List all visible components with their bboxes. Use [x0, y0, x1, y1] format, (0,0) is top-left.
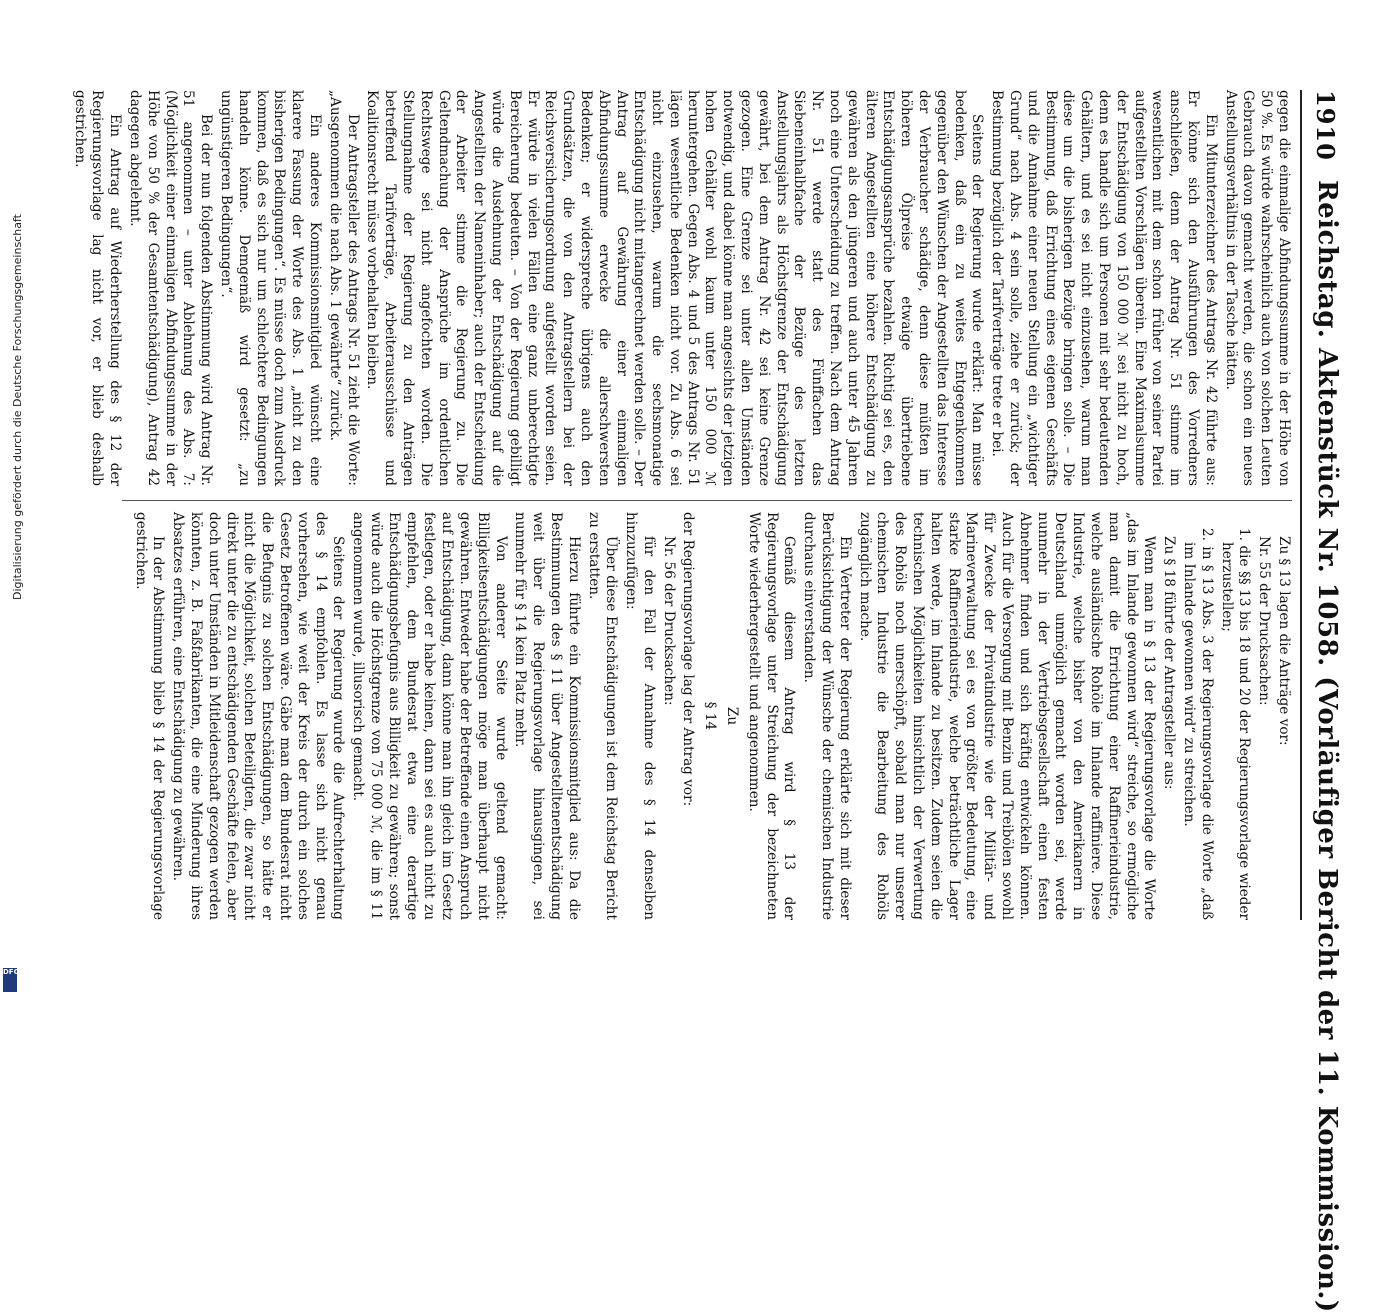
right-paragraph: Seitens der Regierung wurde die Aufrechterhaltung des § 14 empfohlen. Es lasse sich nicht genau vorhersehen, wie weit der Kreis der durch ein solches Gesetz Betroffenen wäre. Gäbe man dem Bundesrat nicht die Befugnis zu solchen Entschädigungen, so hätte er nicht die Möglichkeit, solchen Beteiligten, die zwar nicht direkt unter die zu entschädigenden Geschäfte fielen, aber doch unter Umständen in Mitleidenschaft gezogen werden könnten, z. B. Faßfabrikanten, die eine Minderung ihres Absatzes erführen, eine Entschädigung zu gewähren. [170, 512, 347, 920]
right-paragraph: für den Fall der Annahme des § 14 denselben hinzuzufügen: [623, 512, 657, 920]
header-rule [1300, 90, 1302, 920]
drucksache-reference: Nr. 55 der Drucksachen: [1256, 536, 1273, 706]
left-column [68, 90, 1292, 486]
right-paragraph: Zu § 18 führte der Antragsteller aus: [1161, 536, 1178, 790]
drucksache-reference: Nr. 56 der Drucksachen: [660, 536, 677, 706]
page-number: 1910 [1311, 90, 1340, 161]
left-paragraph: Ein Antrag auf Wiederherstellung des § 12 der Regierungsvorlage lag nicht vor, er blieb deshalb gestrichen. [71, 90, 124, 486]
left-paragraph: Ein anderes Kommissionsmitglied wünscht eine klarere Fassung der Worte des Abs. 1 „nicht zu den bisherigen Bedingungen“. Es müsse doch zum Ausdruck kommen, daß es sich nur um schlechtere Bedingungen handeln könne. Demgemäß wird gesetzt: „zu ungünstigeren Bedingungen“. [217, 90, 323, 486]
motion-item: 2. in § 13 Abs. 3 der Regierungsvorlage die Worte „daß im Inlande gewonnen wird“ zu streichen. [1181, 528, 1215, 920]
page-header [1302, 90, 1348, 1313]
right-paragraph: Ein Vertreter der Regierung erklärte sich mit dieser Berücksichtigung der Wünsche der chemischen Industrie durchaus einverstanden. [801, 512, 853, 920]
right-intro: Zu § 13 lagen die Anträge vor: [1276, 536, 1292, 746]
digitization-footer [0, 0, 22, 1000]
quoted-addition: Über diese Entschädigungen ist dem Reichstag Bericht zu erstatten. [585, 512, 620, 920]
right-paragraph: Hierzu führte ein Kommissionsmitglied aus: Da die Bestimmungen des § 11 über Angestelltenentschädigung weit über die Regierungsvorlage hinausgingen, sei nunmehr für § 14 kein Platz mehr. [512, 512, 582, 920]
motion-item: 1. die §§ 13 bis 18 und 20 der Regierungsvorlage wieder herzustellen; [1218, 528, 1253, 920]
right-paragraph: Gemäß diesem Antrag wird § 13 der Regierungsvorlage unter Streichung der bezeichneten Worte wiederhergestellt und angenommen. [745, 512, 798, 920]
page-title: Reichstag. Aktenstück Nr. 1058. (Vorläufiger Bericht der 11. Kommission.) [1312, 180, 1342, 1313]
left-paragraph: gegen die einmalige Abfindungssumme in der Höhe von 50 %. Es würde wahrscheinlich auch von solchen Leuten Gebrauch davon gemacht werden, die schon ein neues Anstellungsverhältnis in der Tasche hätten. [1222, 90, 1292, 486]
right-paragraph: der Regierungsvorlage lag der Antrag vor: [680, 512, 697, 807]
rotated-document-page [71, 90, 1348, 1313]
right-paragraph: Wenn man in § 13 der Regierungsvorlage die Worte „das im Inlande gewonnen wird“ streiche, so ermögliche man damit die Errichtung einer Raffinerieindustrie, welche ausländische Rohöle im Inlande raffiniere. Diese Industrie, welche bisher von den Amerikanern in Deutschland unmöglich gemacht worden sei, werde nunmehr in der Vertriebsgesellschaft einen festen Abnehmer finden und sich kräftig entwickeln können. Auch für die Versorgung mit Benzin und Treibölen sowohl für Zwecke der Privatindustrie wie der Militär- und Marineverwaltung sei es von größter Bedeutung, eine starke Raffinerieindustrie, welche beträchtliche Lager halten werde, im Inlande zu besitzen. Zudem seien die technischen Möglichkeiten hinsichtlich der Verwertung des Rohöls noch unerschöpft, sobald man nur unserer chemischen Industrie die Bearbeitung des Rohöls zugänglich mache. [856, 512, 1158, 920]
right-paragraph: Von anderer Seite wurde geltend gemacht: Billigkeitsentschädigungen möge man überhaupt nicht gewähren. Entweder habe der Betreffende einen Anspruch auf Entschädigung, dann könne man ihn gleich im Gesetz festlegen, oder er habe keinen, dann sei es auch nicht zu empfehlen, dem Bundesrat etwa eine derartige Entschädigungsbefugnis aus Billigkeit zu gewähren; sonst würde auch die Höchstgrenze von 75 000 ℳ, die im § 11 angenommen wurde, illusorisch gemacht. [350, 512, 509, 920]
left-paragraph: Ein Mitunterzeichner des Antrags Nr. 42 führte aus: Er könne sich den Ausführungen des Vorredners anschließen, denn der Antrag Nr. 51 stimme im wesentlichen mit dem schon früher von seiner Partei aufgestellten Vorschlägen überein. Eine Maximalsumme der Entschädigung von 150 000 ℳ sei nicht zu hoch, denn es handle sich um Personen mit sehr bedeutenden Gehältern, und es sei nicht einzusehen, warum man diese um die bisherigen Bezüge bringen solle. – Die Bestimmung, daß Errichtung eines eigenen Geschäfts und die Annahme einer neuen Stellung ein „wichtiger Grund“ nach Abs. 4 sein solle, ziehe er zurück; der Bestimmung bezüglich der Tarifverträge trete er bei. [989, 90, 1219, 486]
left-paragraph: Bei der nun folgenden Abstimmung wird Antrag Nr. 51 angenommen – unter Ablehnung des Abs. 7: (Möglichkeit einer einmaligen Abfindungssumme in der Höhe von 50 % der Gesamtentschädigung), Antrag 42 dagegen abgelehnt. [127, 90, 215, 486]
funding-note: Digitalisierung gefördert durch die Deutsche Forschungsgemeinschaft [11, 214, 24, 600]
right-column [129, 512, 1292, 920]
section-heading: § 14 [702, 701, 719, 731]
dfg-logo: DFG [3, 968, 17, 992]
zu-heading: Zu [724, 706, 741, 726]
right-paragraph: In der Abstimmung blieb § 14 der Regierungsvorlage gestrichen. [132, 512, 167, 920]
column-divider [122, 500, 1292, 501]
left-paragraph: Der Antragsteller des Antrags Nr. 51 zieht die Worte: „Ausgenommen die nach Abs. 1 gewährte“ zurück. [326, 90, 361, 486]
left-paragraph: Seitens der Regierung wurde erklärt: Man müsse bedenken, daß ein zu weites Entgegenkommen gegenüber den Wünschen der Angestellten das Interesse der Verbraucher schädige, denn diese müßten im höheren Ölpreise etwaige übertriebene Entschädigungsansprüche bezahlen. Richtig sei es, den älteren Angestellten eine höhere Entschädigung zu gewähren als den jüngeren und auch unter 45 Jahren noch eine Unterscheidung zu treffen. Nach dem Antrag Nr. 51 werde statt des Fünffachen das Siebeneinhalbfache der Bezüge des letzten Anstellungsjahrs als Höchstgrenze der Entschädigung gewährt, bei dem Antrag Nr. 42 sei keine Grenze gezogen. Eine Grenze sei unter allen Umständen notwendig, und dabei könne man angesichts der jetzigen hohen Gehälter wohl kaum unter 150 000 ℳ heruntergehen. Gegen Abs. 4 und 5 des Antrags Nr. 51 lägen wesentliche Bedenken nicht vor. Zu Abs. 6 sei nicht einzusehen, warum die sechsmonatige Entschädigung nicht mitangerechnet werden solle. – Der Antrag auf Gewährung einer einmaligen Abfindungssumme erwecke die allerschwersten Bedenken; er widerspreche übrigens auch den Grundsätzen, die von den Antragstellern bei der Reichsversicherungsordnung aufgestellt worden seien. Er würde in vielen Fällen eine ganz unberechtigte Bereicherung bedeuten. – Von der Regierung gebilligt würde die Ausdehnung der Entschädigung auf die Angestellten der Nameninhaber; auch der Entscheidung der Arbeiter stimme die Regierung zu. Die Geltendmachung der Ansprüche im ordentlichen Rechtswege sei nicht angefochten worden. Die Stellungnahme der Regierung zu den Anträgen betreffend Tarifverträge, Arbeiterausschüsse und Koalitionsrecht müsse vorbehalten bleiben. [364, 90, 986, 486]
